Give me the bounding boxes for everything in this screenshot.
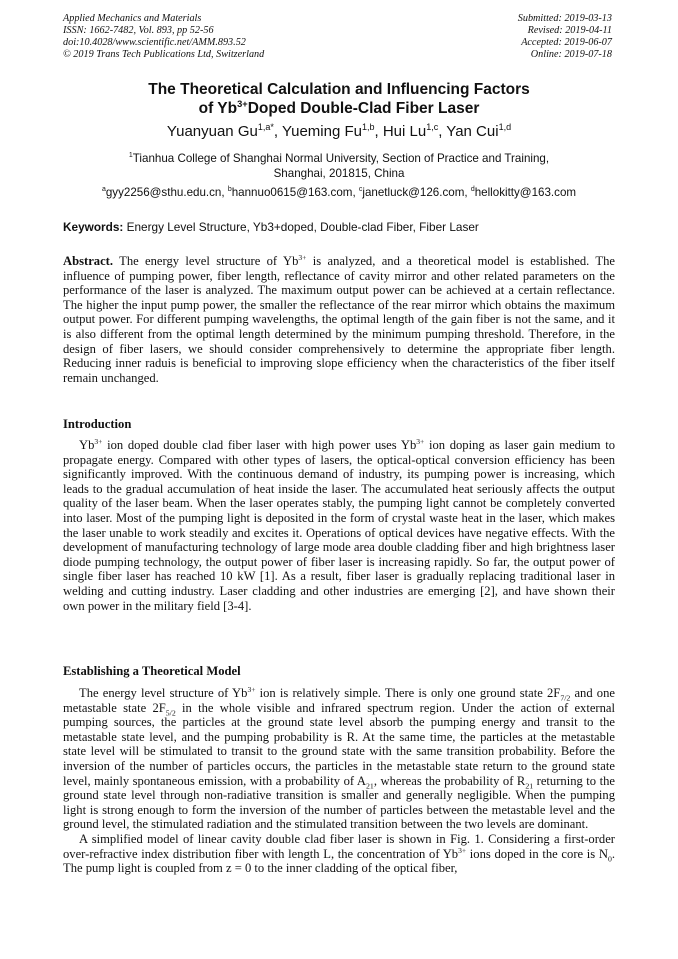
doi-line: doi:10.4028/www.scientific.net/AMM.893.52 (63, 37, 246, 48)
paper-title (40, 80, 638, 118)
submitted-date: Submitted: 2019-03-13 (517, 13, 612, 24)
introduction-body: $Yb^{3+}$ ion doped double clad fiber laser with high power uses $Yb^{3+}$ ion doping as laser gain medium to propagate energy. Compared with other types of lasers, the optical-optical conversion efficiency has been significantly improved. With the continuous demand of industry, its pumping power is increasing, which leads to the gradual accumulation of heat inside the laser. The accumulated heat seriously affects the output quality of the laser beam. When the laser operates stably, the pumping light cannot be completely converted into laser. Most of the pumping light is deposited in the form of crystal waste heat in the laser, which makes the laser unable to work steadily and excites it. Operations of optical devices have negative effects. With the development of manufacturing technology of large mode area double cladding fiber and high brightness laser diode pumping technology, the output power of fiber laser is increasing rapidly. So far, the output power of single fiber laser has reached 10 kW [1]. As a result, fiber laser is gradually replacing traditional laser in welding and cutting industry. Laser cladding and other industries are emerging [2], and have shown their own power in the military field [3-4]. (63, 436, 615, 613)
model-body (63, 686, 615, 876)
email-list: $^a$gyy2256@sthu.edu.cn, $^b$hannuo0615@163.com, $^c$janetluck@126.com, $^d$hellokitty@163.com (101, 186, 577, 199)
author-list: Yuanyuan $Gu^{1,a*}$, Yueming Fu$^{1,b}$, Hui Lu$^{1,c}$, Yan Cui$^{1,d}$ (166, 122, 512, 140)
accepted-date: Accepted: 2019-06-07 (521, 37, 612, 48)
journal-name: Applied Mechanics and Materials (63, 13, 202, 24)
title-line-1: The Theoretical Calculation and Influencing Factors (148, 81, 530, 98)
copyright-line: © 2019 Trans Tech Publications Ltd, Switzerland (63, 49, 265, 60)
affiliation-line-1: $^1$Tianhua College of Shanghai Normal University, Section of Practice and Training, (128, 152, 550, 165)
introduction-heading: Introduction (63, 417, 132, 431)
model-heading: Establishing a Theoretical Model (63, 664, 241, 678)
online-date: Online: 2019-07-18 (530, 49, 612, 60)
issn-line: ISSN: 1662-7482, Vol. 893, pp 52-56 (63, 25, 214, 36)
email-a[interactable]: $^a$gyy2256@sthu.edu.cn (101, 186, 222, 199)
affiliation-line-2: Shanghai, 201815, China (273, 167, 405, 180)
model-paragraph-1: The energy level structure of $Yb^{3+}$ ion is relatively simple. There is only one ground state $2F_{7/2}$ and one metastable state $2F_{5/2}$ in the whole visible and infrared spectrum region. Under the action of external pumping sources, the particles at the ground state level absorb the pumping energy and transit to the metastable state level, and the pumping probability is R. At the same time, the particles at the metastable state level will be stimulated to transit to the ground state with the same transition probability. Before the inversion of the number of particles occurs, the particles in the metastable state return to the ground state level, mainly spontaneous emission, with a probability of $A_{21}$, whereas the probability of $R_{21}$ returning to the ground state level through non-radiative transition is smaller and generally negligible. When the pumping light is strong enough to form the inversion of the number of particles between the metastable level and the ground level, the stimulated radiation and the stimulated transition between the two levels are dominant. (63, 684, 615, 832)
abstract: Abstract. The energy level structure of $Yb^{3+}$ is analyzed, and a theoretical model is established. The influence of pumping power, fiber length, reflectance of cavity mirror and other related parameters on the performance of the laser is analyzed. The maximum output power can be achieved at a certain reflectance. The higher the input pump power, the smaller the reflectance of the rear mirror which obtains the maximum output power. For different pumping wavelengths, the optimal length of the gain fiber is not the same, and it is also different from the optimal length determined by the minimum pumping threshold. Therefore, in the design of fiber lasers, we should consider comprehensively to determine the appropriate fiber length. Reducing inner raduis is beneficial to improving slope efficiency when the characteristics of the fiber itself remain unchanged. (63, 252, 615, 385)
keywords-label: Keywords: (63, 220, 124, 234)
revised-date: Revised: 2019-04-11 (527, 25, 612, 36)
model-paragraph-2: A simplified model of linear cavity double clad fiber laser is shown in Fig. 1. Considering a first-order over-refractive index distribution fiber with length L, the concentration of $Yb^{3+}$ ions doped in the core is $N_0$. The pump light is coupled from z = 0 to the inner cladding of the optical fiber, (63, 831, 615, 876)
author-1: Yuanyuan $Gu^{1,a*}$ (166, 122, 274, 140)
email-b[interactable]: $^b$hannuo0615@163.com (227, 186, 353, 199)
email-c[interactable]: $^c$janetluck@126.com (358, 186, 465, 199)
author-3: Hui Lu$^{1,c}$ (382, 122, 439, 140)
author-2: Yueming Fu$^{1,b}$ (281, 122, 375, 140)
keywords (63, 220, 615, 235)
abstract-text: is analyzed, and a theoretical model is established. The influence of pumping power, fiber length, reflectance of cavity mirror and other related parameters on the performance of the laser is analyzed. The maximum output power can be achieved at a certain reflectance. The higher the input pump power, the smaller the reflectance of the rear mirror which obtains the maximum output power. For different pumping wavelengths, the optimal length of the gain fiber is not the same, and it is also different from the optimal length determined by the minimum pumping threshold. Therefore, in the design of fiber lasers, we should consider comprehensively to determine the appropriate fiber length. Reducing inner raduis is beneficial to improving slope efficiency when the characteristics of the fiber itself remain unchanged. (63, 254, 615, 385)
abstract-label: Abstract. (63, 254, 114, 268)
email-d[interactable]: $^d$hellokitty@163.com (470, 186, 577, 199)
keywords-text: Energy Level Structure, Yb3+doped, Double-clad Fiber, Fiber Laser (123, 220, 479, 234)
title-line-2: of $Yb^{3+}Doped$ Double-Clad Fiber Laser (198, 98, 480, 117)
affiliation (60, 151, 618, 181)
author-4: Yan Cui$^{1,d}$ (446, 122, 512, 140)
journal-header-left (63, 13, 264, 61)
journal-header-right (518, 13, 612, 61)
